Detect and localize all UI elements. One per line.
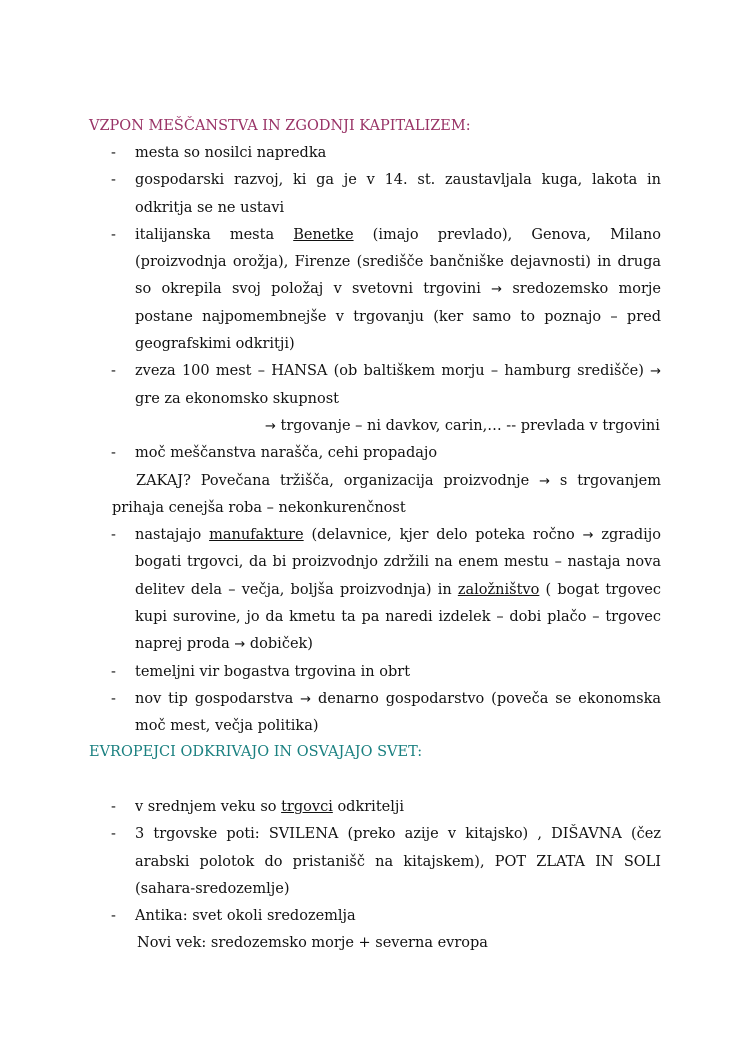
underlined-benetke: Benetke: [293, 226, 354, 243]
list-item: [0, 821, 750, 903]
list-item-text: mesta so nosilci napredka: [135, 145, 327, 161]
list-item: [0, 659, 750, 686]
list-item-text: v srednjem veku so trgovci odkritelji: [135, 799, 404, 815]
bullet-dash: -: [111, 172, 116, 189]
bullet-dash: -: [111, 527, 116, 544]
bullet-dash: -: [111, 799, 116, 815]
arrow-right-icon: →: [234, 637, 246, 653]
section-heading-vzpon: VZPON MEŠČANSTVA IN ZGODNJI KAPITALIZEM:: [89, 118, 471, 134]
bullet-dash: -: [111, 663, 116, 680]
underlined-zaloznistvo: založništvo: [457, 581, 540, 598]
arrow-right-icon: →: [650, 364, 661, 380]
list-item: [0, 686, 750, 741]
list-item-text: italijanska mesta Benetke (imajo prevlado), Genova, Milano (proizvodnja orožja), Firenze (središče bančniške dejavnosti) in druga so okrepila svoj položaj v svetovni trgovini → sredozemsko morje postane najpomembnejše v trgovanju (ker samo to poznajo – pred geografskimi odkritji): [135, 226, 661, 353]
list-item-text: zveza 100 mest – HANSA (ob baltiškem morju – hamburg središče) → gre za ekonomsko skupnost: [135, 363, 661, 407]
hansa-subline: → trgovanje – ni davkov, carin,… -- prevlada v trgovini: [265, 417, 660, 434]
list-item: [0, 522, 750, 658]
list-item-text: gospodarski razvoj, ki ga je v 14. st. zaustavljala kuga, lakota in odkritja se ne ustavi: [135, 172, 661, 216]
list-item-text: nov tip gospodarstva → denarno gospodarstvo (poveča se ekonomska moč mest, večja politika): [135, 690, 662, 735]
bullet-dash: -: [111, 908, 116, 925]
bullet-dash: -: [111, 363, 116, 380]
section-heading-evropejci: EVROPEJCI ODKRIVAJO IN OSVAJAJO SVET:: [89, 744, 423, 760]
bullet-dash: -: [111, 445, 116, 462]
list-item: [0, 140, 750, 167]
list-item-text: nastajajo manufakture (delavnice, kjer delo poteka ročno → zgradijo bogati trgovci, da bi proizvodnjo zdržili na enem mestu – nastaja nova delitev dela – večja, boljša proizvodnja) in založništvo ( bogat trgovec kupi surovine, jo da kmetu ta pa naredi izdelek – dobi plačo – trgovec naprej proda → dobiček): [135, 527, 661, 653]
arrow-right-icon: →: [539, 473, 551, 489]
list-item: [0, 222, 750, 358]
list-item-text: temeljni vir bogastva trgovina in obrt: [135, 663, 411, 680]
novi-vek-line: Novi vek: sredozemsko morje + severna evropa: [137, 935, 488, 952]
list-item: [0, 167, 750, 222]
list-item-text: Antika: svet okoli sredozemlja: [135, 908, 356, 925]
arrow-right-icon: →: [265, 418, 276, 434]
list-item: [0, 794, 750, 821]
arrow-right-icon: →: [491, 282, 503, 298]
bullet-dash: -: [111, 226, 116, 243]
zakaj-paragraph: ZAKAJ? Povečana tržišča, organizacija proizvodnje → s trgovanjem prihaja cenejša roba – nekonkurenčnost: [112, 472, 661, 516]
underlined-trgovci: trgovci: [281, 799, 333, 815]
bullet-dash: -: [111, 145, 116, 161]
underlined-manufakture: manufakture: [209, 527, 304, 544]
bullet-dash: -: [111, 826, 116, 843]
section1-list: [0, 140, 750, 741]
list-item: [0, 903, 750, 930]
list-item: [0, 440, 750, 467]
arrow-right-icon: →: [582, 528, 594, 544]
section2-list: [0, 794, 750, 958]
list-item: [0, 358, 750, 413]
arrow-right-icon: →: [300, 691, 312, 707]
list-item-text: 3 trgovske poti: SVILENA (preko azije v kitajsko) , DIŠAVNA (čez arabski polotok do pristanišč na kitajskem), POT ZLATA IN SOLI (sahara-sredozemlje): [135, 826, 661, 897]
bullet-dash: -: [111, 690, 116, 707]
list-item-text: moč meščanstva narašča, cehi propadajo: [135, 445, 438, 462]
